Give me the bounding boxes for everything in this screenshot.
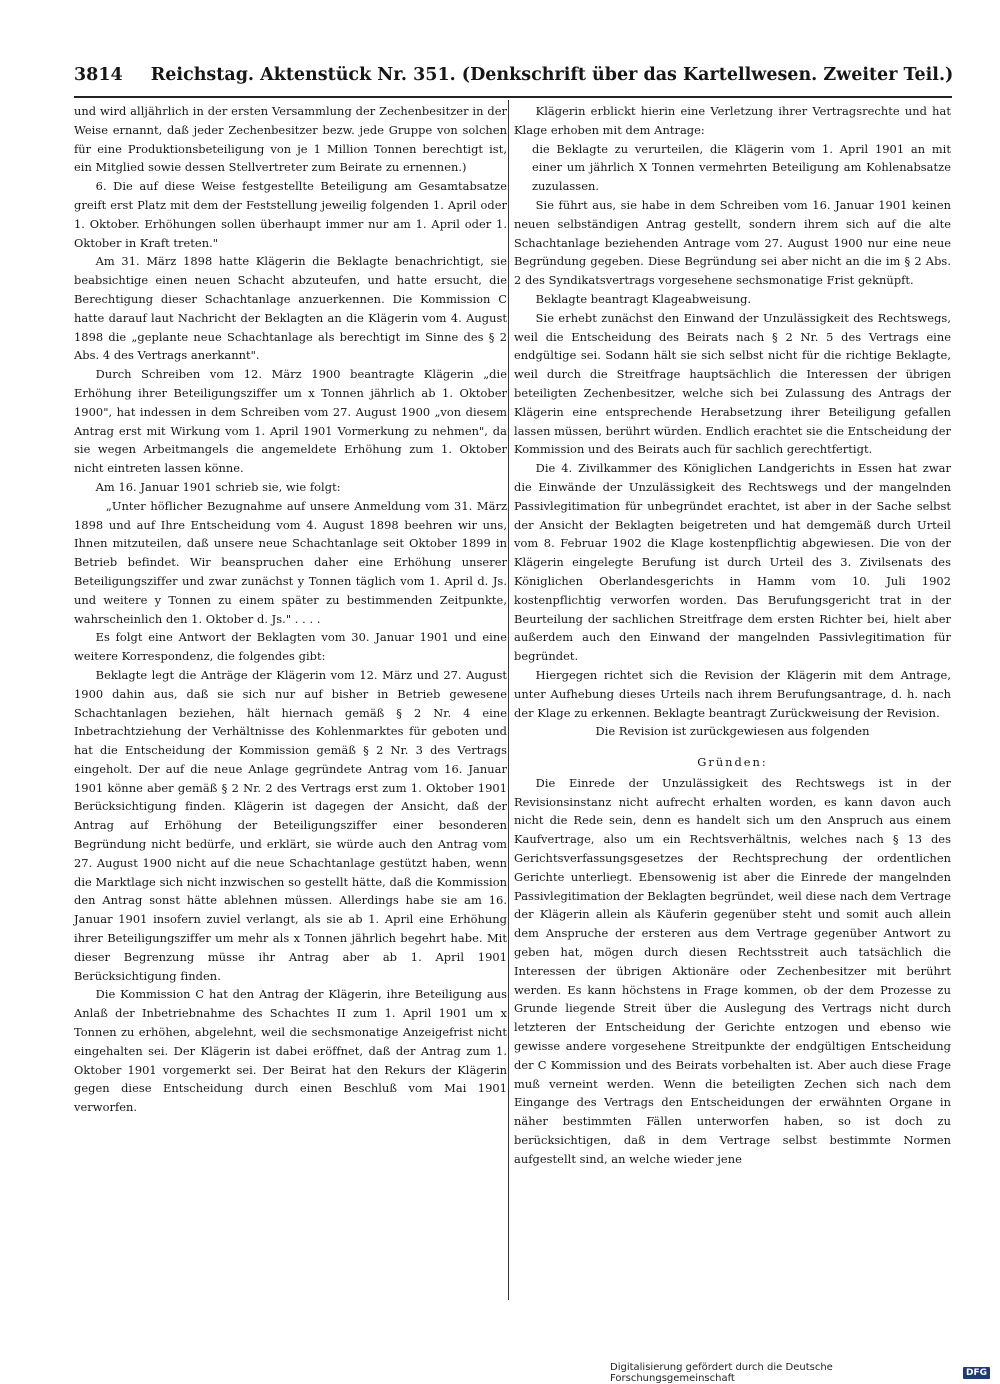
right-column [514, 102, 951, 1169]
left-paragraph: und wird alljährlich in der ersten Versammlung der Zechenbesitzer in der Weise ernannt, daß jeder Zechenbesitzer bezw. jede Gruppe von solchen für eine Produktionsbeteiligung von je 1 Million Tonnen berechtigt ist, ein Mitglied sowie dessen Stellvertreter zum Beirate zu ernennen.) [74, 104, 507, 175]
footer-credit: Digitalisierung gefördert durch die Deutsche Forschungsgemeinschaft [610, 1362, 833, 1384]
left-paragraph: 6. Die auf diese Weise festgestellte Beteiligung am Gesamtabsatze greift erst Platz mit dem der Feststellung jeweilig folgenden 1. April oder 1. Oktober. Erhöhungen sollen überhaupt immer nur am 1. April oder 1. Oktober in Kraft treten." [74, 179, 507, 250]
right-paragraph: Klägerin erblickt hierin eine Verletzung ihrer Vertragsrechte und hat Klage erhoben mit dem Antrage: [514, 104, 951, 137]
column-divider [508, 100, 509, 1300]
left-paragraph: Am 16. Januar 1901 schrieb sie, wie folgt: [95, 479, 341, 494]
left-column [74, 102, 507, 1117]
left-paragraph: Es folgt eine Antwort der Beklagten vom 30. Januar 1901 und eine weitere Korrespondenz, die folgendes gibt: [74, 630, 507, 664]
right-paragraph: Die 4. Zivilkammer des Königlichen Landgerichts in Essen hat zwar die Einwände der Unzulässigkeit des Rechtswegs und der mangelnden Passivlegitimation für unbegründet erachtet, ist aber in der Sache selbst der Ansicht der Beklagten beigetreten und hat demgemäß durch Urteil vom 8. Februar 1902 die Klage kostenpflichtig abgewiesen. Die von der Klägerin eingelegte Berufung ist durch Urteil des 3. Zivilsenats des Königlichen Oberlandesgerichts in Hamm vom 10. Juli 1902 kostenpflichtig verworfen worden. Das Berufungsgericht trat in der Beurteilung der sachlichen Streitfrage dem ersten Richter bei, hielt aber außerdem auch den Einwand der mangelnden Passivlegitimation für begründet. [514, 461, 951, 664]
right-paragraph: die Beklagte zu verurteilen, die Klägerin vom 1. April 1901 an mit einer um jährlich X Tonnen vermehrten Beteiligung am Kohlenabsatze zuzulassen. [532, 141, 951, 194]
running-title: Reichstag. Aktenstück Nr. 351. (Denkschrift über das Kartellwesen. Zweiter Teil.) [150, 65, 954, 85]
page-number: 3814 [74, 65, 123, 85]
footer [610, 1362, 990, 1384]
right-paragraph: Sie erhebt zunächst den Einwand der Unzulässigkeit des Rechtswegs, weil die Entscheidung des Beirats nach § 2 Nr. 5 des Vertrags eine endgültige sei. Sodann hält sie sich selbst nicht für die richtige Beklagte, weil durch die Streitfrage hauptsächlich die Interessen der übrigen beteiligten Zechenbesitzer, welche sich bei Zulassung des Antrags der Klägerin eine entsprechende Herabsetzung ihrer Beteiligung gefallen lassen müssen, berührt würden. Endlich erachtet sie die Entscheidung der Kommission und des Beirats auch für sachlich gerechtfertigt. [514, 310, 951, 457]
right-paragraph: Die Einrede der Unzulässigkeit des Rechtswegs ist in der Revisionsinstanz nicht aufrecht erhalten worden, es kann davon auch nicht die Rede sein, denn es handelt sich um den Anspruch aus einem Kaufvertrage, also um ein Rechtsverhältnis, welches nach § 13 des Gerichtsverfassungsgesetzes der Rechtsprechung der ordentlichen Gerichte unterliegt. Ebensowenig ist aber die Einrede der mangelnden Passivlegitimation der Beklagten begründet, weil diese nach dem Vertrage der Klägerin allein als Käuferin gegenüber steht und somit auch allein dem Anspruche der ersteren aus dem Vertrage gegenüber Antwort zu geben hat, mögen durch diesen Rechtsstreit auch tatsächlich die Interessen der übrigen Aktionäre oder Zechenbesitzer mit berührt werden. Es kann höchstens in Frage kommen, ob der dem Prozesse zu Grunde liegende Streit über die Auslegung des Vertrags nicht durch letzteren der Entscheidung der Gerichte entzogen und ebenso wie gewisse andere vorgesehene Streitpunkte der endgültigen Entscheidung der C Kommission und des Beirats vorbehalten ist. Aber auch diese Frage muß verneint werden. Wenn die beteiligten Zechen sich nach dem Eingange des Vertrags den Entscheidungen der erwähnten Organe in näher bestimmten Fällen unterworfen haben, so ist doch zu berücksichtigen, daß in dem Vertrage selbst bestimmte Normen aufgestellt sind, an welche wieder jene [514, 775, 951, 1166]
left-paragraph: Durch Schreiben vom 12. März 1900 beantragte Klägerin „die Erhöhung ihrer Beteiligungsziffer um x Tonnen jährlich ab 1. Oktober 1900", hat indessen in dem Schreiben vom 27. August 1900 „von diesem Antrag erst mit Wirkung vom 1. April 1901 Vormerkung zu nehmen", da sie wegen Arbeitmangels die angemeldete Erhöhung zum 1. Oktober nicht eintreten lassen könne. [74, 367, 507, 476]
header-rule [74, 96, 952, 98]
right-paragraph: Die Revision ist zurückgewiesen aus folgenden [595, 724, 870, 739]
dfg-logo-icon: DFG [963, 1367, 990, 1379]
left-paragraph: „Unter höflicher Bezugnahme auf unsere Anmeldung vom 31. März 1898 und auf Ihre Entscheidung vom 4. August 1898 beehren wir uns, Ihnen mitzuteilen, daß unsere neue Schachtanlage seit Oktober 1899 in Betrieb befindet. Wir beanspruchen daher eine Erhöhung unserer Beteiligungsziffer und zwar zunächst y Tonnen täglich vom 1. April d. Js. und weitere y Tonnen zu einem später zu bestimmenden Zeitpunkte, wahrscheinlich den 1. Oktober d. Js." . . . . [74, 498, 507, 626]
right-paragraph: Sie führt aus, sie habe in dem Schreiben vom 16. Januar 1901 keinen neuen selbständigen Antrag gestellt, sondern ihrem sich auf die alte Schachtanlage beziehenden Antrage vom 27. August 1900 nur eine neue Begründung gegeben. Diese Begründung sei aber nicht an die im § 2 Abs. 2 des Syndikatsvertrags vorgesehene sechsmonatige Frist geknüpft. [514, 197, 951, 288]
page-header [74, 58, 952, 92]
right-paragraph: Hiergegen richtet sich die Revision der Klägerin mit dem Antrage, unter Aufhebung dieses Urteils nach ihrem Berufungsantrage, d. h. nach der Klage zu erkennen. Beklagte beantragt Zurückweisung der Revision. [514, 667, 951, 720]
left-paragraph: Beklagte legt die Anträge der Klägerin vom 12. März und 27. August 1900 dahin aus, daß sie sich nur auf bisher in Betrieb gewesene Schachtanlagen beziehen, hält hiernach gemäß § 2 Nr. 4 eine Inbetrachtziehung der Verhältnisse des Kohlenmarktes für geboten und hat die Entscheidung der Kommission gemäß § 2 Nr. 3 des Vertrags eingeholt. Der auf die neue Anlage gegründete Antrag vom 16. Januar 1901 könne aber gemäß § 2 Nr. 2 des Vertrags erst zum 1. Oktober 1901 Berücksichtigung finden. Klägerin ist dagegen der Ansicht, daß der Antrag auf Erhöhung der Beteiligungsziffer einer besonderen Begründung nicht bedürfe, und erklärt, sie würde auch den Antrag vom 27. August 1900 nicht auf die neue Schachtanlage gestützt haben, wenn die Marktlage sich nicht inzwischen so gestellt hätte, daß die Kommission den Antrag sonst hätte ablehnen müssen. Allerdings habe sie am 16. Januar 1901 insofern zuviel verlangt, als sie ab 1. April eine Erhöhung ihrer Beteiligungsziffer um mehr als x Tonnen jährlich begehrt habe. Mit dieser Begrenzung müsse ihr Antrag aber ab 1. April 1901 Berücksichtigung finden. [74, 667, 507, 983]
right-paragraph: Gründen: [697, 755, 768, 770]
left-paragraph: Die Kommission C hat den Antrag der Klägerin, ihre Beteiligung aus Anlaß der Inbetriebnahme des Schachtes II zum 1. April 1901 um x Tonnen zu erhöhen, abgelehnt, weil die sechsmonatige Anzeigefrist nicht eingehalten sei. Der Klägerin ist dabei eröffnet, daß der Antrag zum 1. Oktober 1901 vorgemerkt sei. Der Beirat hat den Rekurs der Klägerin gegen diese Entscheidung durch einen Beschluß vom Mai 1901 verworfen. [74, 987, 507, 1115]
right-paragraph: Beklagte beantragt Klageabweisung. [535, 291, 752, 306]
left-paragraph: Am 31. März 1898 hatte Klägerin die Beklagte benachrichtigt, sie beabsichtige einen neuen Schacht abzuteufen, und hatte ersucht, die Berechtigung dieser Schachtanlage anzuerkennen. Die Kommission C hatte darauf laut Nachricht der Beklagten an die Klägerin vom 4. August 1898 die „geplante neue Schachtanlage als berechtigt im Sinne des § 2 Abs. 4 des Vertrags anerkannt". [74, 254, 507, 363]
